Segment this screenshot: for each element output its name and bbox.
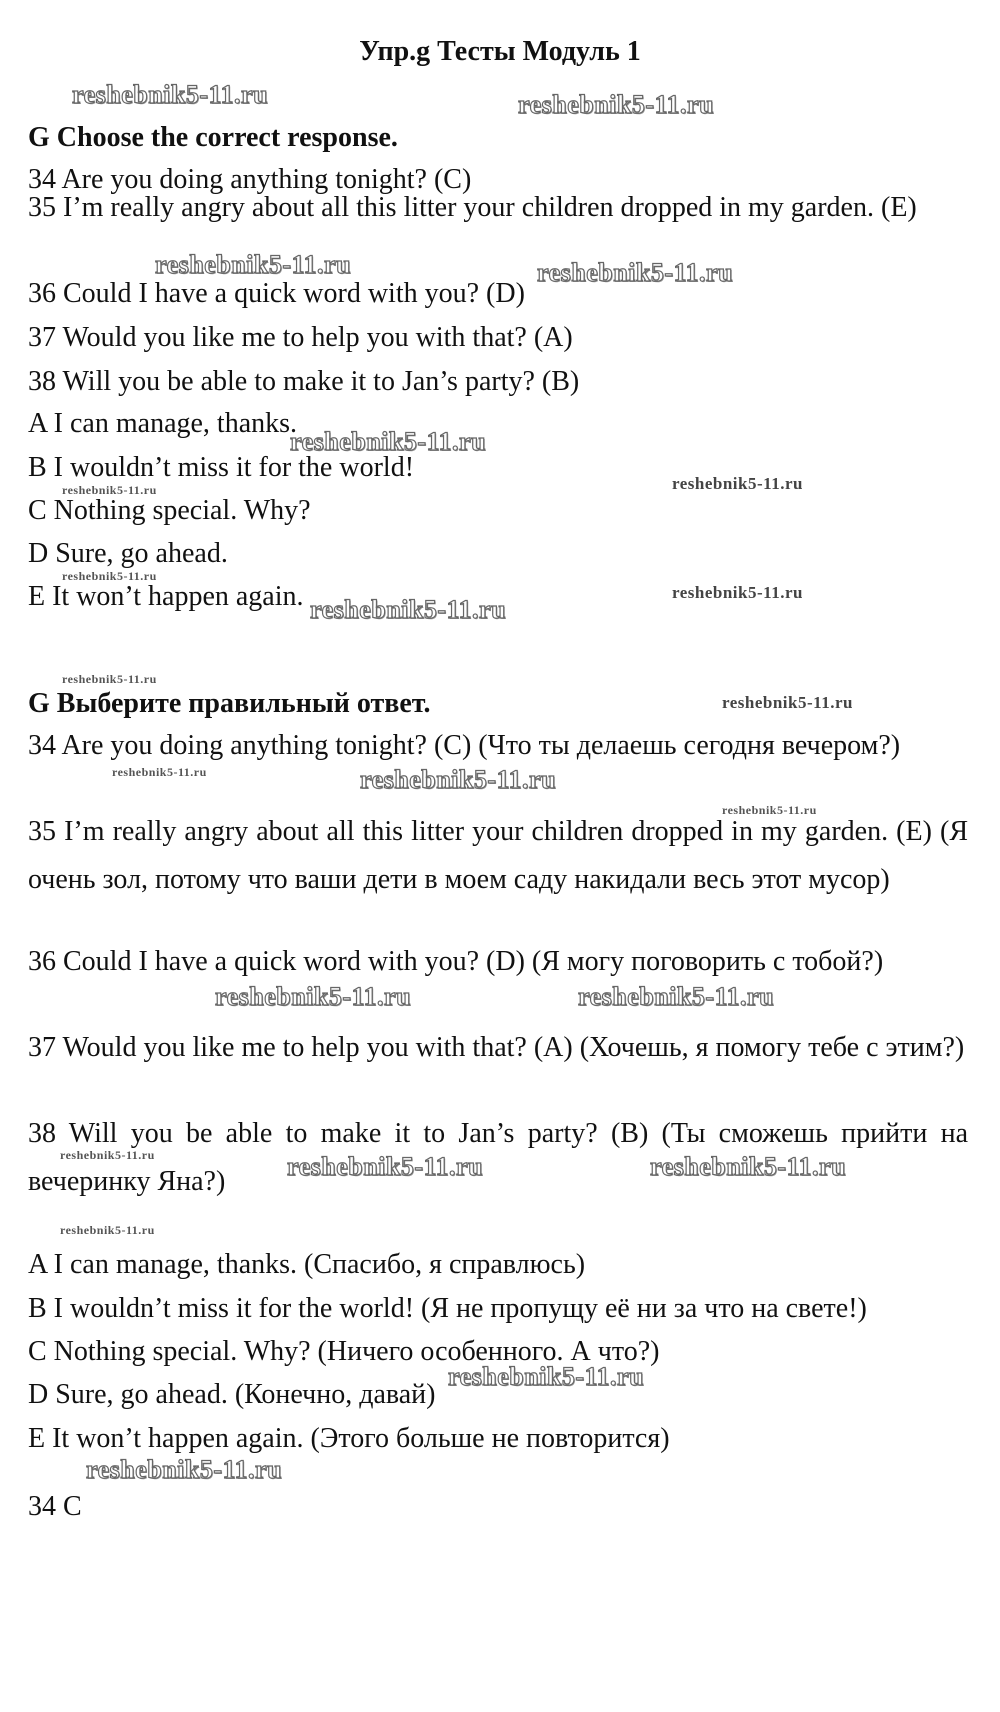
option-a-translated: A I can manage, thanks. (Спасибо, я справлюсь) [28,1249,586,1280]
watermark: reshebnik5-11.ru [650,1152,847,1181]
question-34-translated: 34 Are you doing anything tonight? (C) (Что ты делаешь сегодня вечером?) [28,730,901,761]
watermark: reshebnik5-11.ru [518,90,715,119]
watermark: reshebnik5-11.ru [578,982,775,1011]
watermark: reshebnik5-11.ru [112,765,207,779]
watermark: reshebnik5-11.ru [62,672,157,686]
option-c: C Nothing special. Why? [28,495,311,526]
option-b: B I wouldn’t miss it for the world! [28,452,415,483]
question-38-translated: 38 Will you be able to make it to Jan’s party? (B) (Ты сможешь прийти на вечеринку Яна?) [28,1118,968,1197]
watermark: reshebnik5-11.ru [155,250,352,279]
watermark: reshebnik5-11.ru [360,765,557,794]
question-34: 34 Are you doing anything tonight? (C) [28,164,472,195]
option-c-translated: C Nothing special. Why? (Ничего особенного. А что?) [28,1336,660,1367]
watermark: reshebnik5-11.ru [60,1223,155,1237]
question-35-translated: 35 I’m really angry about all this litter your children dropped in my garden. (E) (Я очень зол, потому что ваши дети в моем саду накидали весь этот мусор) [28,816,968,895]
watermark: reshebnik5-11.ru [62,483,157,497]
watermark: reshebnik5-11.ru [72,80,269,109]
watermark: reshebnik5-11.ru [290,427,487,456]
watermark: reshebnik5-11.ru [722,803,817,817]
option-e-translated: E It won’t happen again. (Этого больше не повторится) [28,1423,670,1454]
option-b-translated: B I wouldn’t miss it for the world! (Я не пропущу её ни за что на свете!) [28,1293,867,1324]
watermark: reshebnik5-11.ru [672,583,803,602]
page-title: Упр.g Тесты Модуль 1 [359,36,641,67]
section-heading-english: G Choose the correct response. [28,122,398,153]
question-35: 35 I’m really angry about all this litter your children dropped in my garden. (E) [28,192,917,223]
watermark: reshebnik5-11.ru [448,1362,645,1391]
watermark: reshebnik5-11.ru [537,258,734,287]
watermark: reshebnik5-11.ru [62,569,157,583]
final-answer: 34 C [28,1491,82,1522]
question-37-translated: 37 Would you like me to help you with that? (A) (Хочешь, я помогу тебе с этим?) [28,1032,965,1063]
option-d-translated: D Sure, go ahead. (Конечно, давай) [28,1379,436,1410]
watermark: reshebnik5-11.ru [310,595,507,624]
watermark: reshebnik5-11.ru [60,1148,155,1162]
section-heading-russian: G Выберите правильный ответ. [28,688,431,719]
watermark: reshebnik5-11.ru [86,1455,283,1484]
option-e: E It won’t happen again. [28,581,304,612]
watermark: reshebnik5-11.ru [722,693,853,712]
watermark: reshebnik5-11.ru [672,474,803,493]
question-38: 38 Will you be able to make it to Jan’s party? (B) [28,366,580,397]
option-a: A I can manage, thanks. [28,408,298,439]
watermark: reshebnik5-11.ru [287,1152,484,1181]
option-d: D Sure, go ahead. [28,538,228,569]
watermark: reshebnik5-11.ru [215,982,412,1011]
question-36: 36 Could I have a quick word with you? (D) [28,278,525,309]
question-36-translated: 36 Could I have a quick word with you? (D) (Я могу поговорить с тобой?) [28,946,884,977]
question-37: 37 Would you like me to help you with that? (A) [28,322,573,353]
